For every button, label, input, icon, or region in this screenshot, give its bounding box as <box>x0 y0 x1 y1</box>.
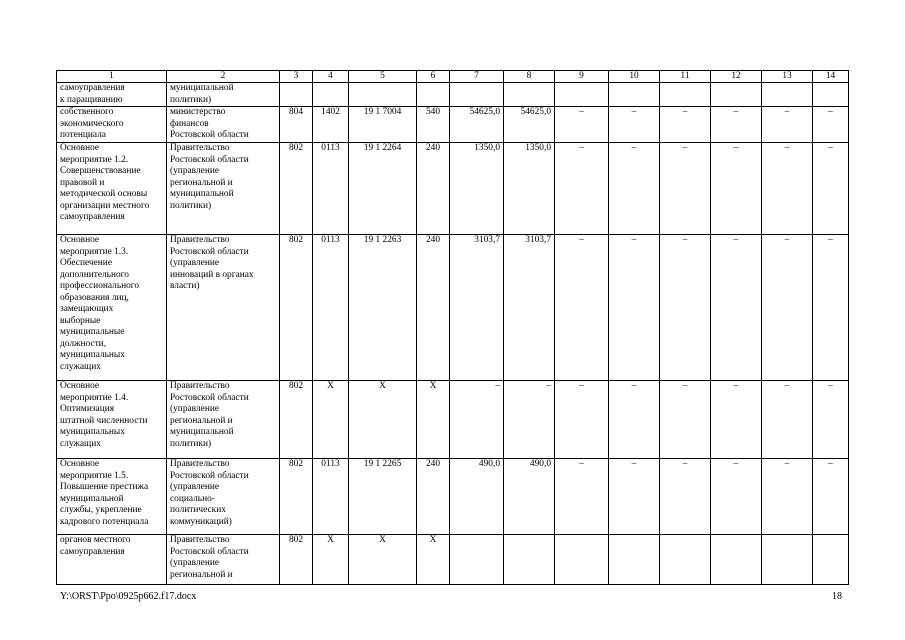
value-cell-col-13: – <box>762 107 813 143</box>
budget-table <box>56 70 849 585</box>
value-cell-col-10: – <box>609 235 660 381</box>
value-cell-col-6: 240 <box>417 459 450 535</box>
value-cell-col-12: – <box>711 381 762 459</box>
value-cell-col-3: 802 <box>280 459 313 535</box>
value-cell-col-6: Х <box>417 381 450 459</box>
activity-name-cell: самоуправления к паращиванию <box>57 83 167 107</box>
value-cell-col-6: 240 <box>417 143 450 235</box>
value-cell-col-14: – <box>813 459 849 535</box>
value-cell-col-3: 804 <box>280 107 313 143</box>
value-cell-col-8 <box>504 83 555 107</box>
value-cell-col-11: – <box>660 235 711 381</box>
value-cell-col-7: – <box>450 381 504 459</box>
value-cell-col-10: – <box>609 459 660 535</box>
column-header-14: 14 <box>813 71 849 83</box>
value-cell-col-9 <box>555 83 609 107</box>
value-cell-col-8: – <box>504 381 555 459</box>
column-header-5: 5 <box>349 71 417 83</box>
value-cell-col-8: 3103,7 <box>504 235 555 381</box>
value-cell-col-4: Х <box>313 535 349 585</box>
activity-name-cell: Основное мероприятие 1.5. Повышение престижа муниципальной службы, укрепление кадрового потенциала <box>57 459 167 535</box>
activity-name-cell: органов местного самоуправления <box>57 535 167 585</box>
value-cell-col-12: – <box>711 235 762 381</box>
column-header-9: 9 <box>555 71 609 83</box>
value-cell-col-8: 1350,0 <box>504 143 555 235</box>
value-cell-col-9: – <box>555 459 609 535</box>
value-cell-col-13: – <box>762 381 813 459</box>
executor-cell: муниципальной политики) <box>167 83 280 107</box>
column-header-8: 8 <box>504 71 555 83</box>
executor-cell: Правительство Ростовской области (управление социально- политических коммуникаций) <box>167 459 280 535</box>
value-cell-col-5: 19 1 2264 <box>349 143 417 235</box>
column-header-2: 2 <box>167 71 280 83</box>
executor-cell: министерство финансов Ростовской области <box>167 107 280 143</box>
activity-name-cell: собственного экономического потенциала <box>57 107 167 143</box>
value-cell-col-13: – <box>762 143 813 235</box>
footer-page-number: 18 <box>832 591 842 602</box>
column-header-13: 13 <box>762 71 813 83</box>
value-cell-col-11: – <box>660 143 711 235</box>
value-cell-col-4: 0113 <box>313 143 349 235</box>
table-row <box>57 535 849 585</box>
value-cell-col-3: 802 <box>280 235 313 381</box>
value-cell-col-9 <box>555 535 609 585</box>
column-header-12: 12 <box>711 71 762 83</box>
value-cell-col-10 <box>609 535 660 585</box>
value-cell-col-3: 802 <box>280 535 313 585</box>
value-cell-col-5: Х <box>349 535 417 585</box>
value-cell-col-5: Х <box>349 381 417 459</box>
value-cell-col-9: – <box>555 107 609 143</box>
table-row <box>57 235 849 381</box>
column-header-4: 4 <box>313 71 349 83</box>
value-cell-col-11 <box>660 83 711 107</box>
table-row <box>57 83 849 107</box>
column-header-11: 11 <box>660 71 711 83</box>
value-cell-col-11 <box>660 535 711 585</box>
value-cell-col-11: – <box>660 459 711 535</box>
value-cell-col-4: 1402 <box>313 107 349 143</box>
value-cell-col-10: – <box>609 107 660 143</box>
header-row <box>57 71 849 83</box>
value-cell-col-14 <box>813 83 849 107</box>
column-header-6: 6 <box>417 71 450 83</box>
value-cell-col-9: – <box>555 235 609 381</box>
value-cell-col-7: 490,0 <box>450 459 504 535</box>
activity-name-cell: Основное мероприятие 1.3. Обеспечение дополнительного профессионального образования лиц, замещающих выборные муниципальные должности, муниципальных служащих <box>57 235 167 381</box>
value-cell-col-6: 540 <box>417 107 450 143</box>
column-header-7: 7 <box>450 71 504 83</box>
value-cell-col-7: 3103,7 <box>450 235 504 381</box>
value-cell-col-3: 802 <box>280 381 313 459</box>
value-cell-col-5: 19 1 7004 <box>349 107 417 143</box>
table-row <box>57 107 849 143</box>
table-row <box>57 459 849 535</box>
value-cell-col-13: – <box>762 235 813 381</box>
value-cell-col-10: – <box>609 381 660 459</box>
activity-name-cell: Основное мероприятие 1.4. Оптимизация штатной численности муниципальных служащих <box>57 381 167 459</box>
table-body <box>57 83 849 585</box>
value-cell-col-4 <box>313 83 349 107</box>
value-cell-col-14: – <box>813 143 849 235</box>
value-cell-col-6: Х <box>417 535 450 585</box>
value-cell-col-11: – <box>660 381 711 459</box>
value-cell-col-12: – <box>711 459 762 535</box>
value-cell-col-8: 54625,0 <box>504 107 555 143</box>
value-cell-col-12 <box>711 535 762 585</box>
value-cell-col-4: 0113 <box>313 459 349 535</box>
value-cell-col-9: – <box>555 143 609 235</box>
value-cell-col-6 <box>417 83 450 107</box>
executor-cell: Правительство Ростовской области (управление региональной и муниципальной политики) <box>167 143 280 235</box>
column-header-1: 1 <box>57 71 167 83</box>
value-cell-col-12: – <box>711 143 762 235</box>
value-cell-col-5: 19 1 2265 <box>349 459 417 535</box>
value-cell-col-14: – <box>813 107 849 143</box>
value-cell-col-12: – <box>711 107 762 143</box>
value-cell-col-6: 240 <box>417 235 450 381</box>
value-cell-col-3: 802 <box>280 143 313 235</box>
value-cell-col-10 <box>609 83 660 107</box>
executor-cell: Правительство Ростовской области (управление региональной и муниципальной политики) <box>167 381 280 459</box>
value-cell-col-14: – <box>813 235 849 381</box>
value-cell-col-11: – <box>660 107 711 143</box>
value-cell-col-13 <box>762 535 813 585</box>
value-cell-col-10: – <box>609 143 660 235</box>
value-cell-col-14 <box>813 535 849 585</box>
value-cell-col-8 <box>504 535 555 585</box>
value-cell-col-13 <box>762 83 813 107</box>
value-cell-col-7: 1350,0 <box>450 143 504 235</box>
table-row <box>57 381 849 459</box>
table-row <box>57 143 849 235</box>
value-cell-col-9: – <box>555 381 609 459</box>
value-cell-col-12 <box>711 83 762 107</box>
executor-cell: Правительство Ростовской области (управление инноваций в органах власти) <box>167 235 280 381</box>
column-header-10: 10 <box>609 71 660 83</box>
value-cell-col-7 <box>450 535 504 585</box>
value-cell-col-14: – <box>813 381 849 459</box>
footer-file-path: Y:\ORST\Ppo\0925p662.f17.docx <box>60 591 197 602</box>
value-cell-col-5 <box>349 83 417 107</box>
value-cell-col-8: 490,0 <box>504 459 555 535</box>
value-cell-col-3 <box>280 83 313 107</box>
executor-cell: Правительство Ростовской области (управление региональной и <box>167 535 280 585</box>
value-cell-col-5: 19 1 2263 <box>349 235 417 381</box>
value-cell-col-7 <box>450 83 504 107</box>
value-cell-col-7: 54625,0 <box>450 107 504 143</box>
activity-name-cell: Основное мероприятие 1.2. Совершенствование правовой и методической основы организации местного самоуправления <box>57 143 167 235</box>
value-cell-col-4: 0113 <box>313 235 349 381</box>
value-cell-col-4: Х <box>313 381 349 459</box>
value-cell-col-13: – <box>762 459 813 535</box>
column-header-3: 3 <box>280 71 313 83</box>
